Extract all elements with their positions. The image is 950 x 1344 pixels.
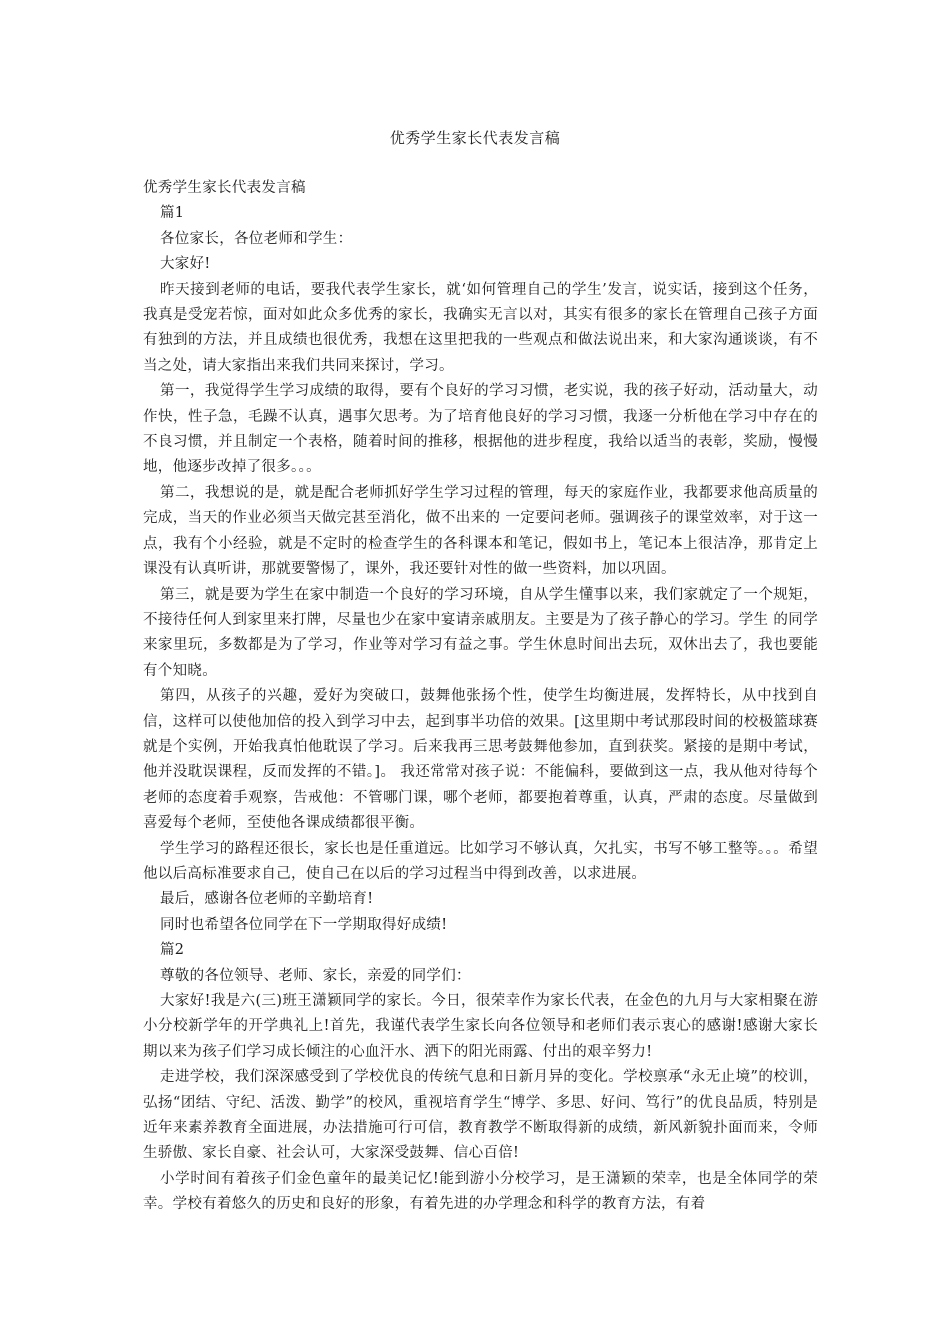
paragraph-second-point: 第二，我想说的是，就是配合老师抓好学生学习过程的管理，每天的家庭作业，我都要求他高质量的完成，当天的作业必须当天做完甚至消化，做不出来的 一定要问老师。强调孩子的课堂效率，对于这一点，我有个小经验，就是不定时的检查学生的各科课本和笔记，假如书上，笔记本上很洁净，那肯定上课没有认真听讲，那就要警惕了，课外，我还要针对性的做一些资料，加以巩固。 xyxy=(143,484,818,578)
salutation: 各位家长，各位老师和学生： xyxy=(160,230,353,247)
salutation-section-2: 尊敬的各位领导、老师、家长，亲爱的同学们： xyxy=(160,967,471,984)
greeting: 大家好! xyxy=(160,256,211,273)
document-subtitle: 优秀学生家长代表发言稿 xyxy=(143,180,306,196)
paragraph-intro: 昨天接到老师的电话，要我代表学生家长，就‘如何管理自己的学生’发言，说实话，接到这个任务，我真是受宠若惊，面对如此众多优秀的家长，我确实无言以对，其实有很多的家长在管理自己孩子方面有独到的方法，并且成绩也很优秀，我想在这里把我的一些观点和做法说出来，和大家沟通谈谈，有不当之处，请大家指出来我们共同来探讨，学习。 xyxy=(143,281,818,374)
paragraph-outlook: 学生学习的路程还很长，家长也是任重道远。比如学习不够认真，欠扎实，书写不够工整等。。。希望他以后高标准要求自己，使自己在以后的学习过程当中得到改善，以求进展。 xyxy=(143,840,818,882)
paragraph-fourth-point: 第四，从孩子的兴趣，爱好为突破口，鼓舞他张扬个性，使学生均衡进展，发挥特长，从中找到自信，这样可以使他加倍的投入到学习中去，起到事半功倍的效果。[这里期中考试那段时间的校极篮球赛就是个实例，开始我真怕他耽误了学习。后来我再三思考鼓舞他参加，直到获奖。紧接的是期中考试，他并没耽误课程，反而发挥的不错。]。 我还常常对孩子说：不能偏科，要做到这一点，我从他对待每个老师的态度着手观察，告戒他：不管哪门课，哪个老师，都要抱着尊重，认真，严肃的态度。尽量做到喜爱每个老师，至使他各课成绩都很平衡。 xyxy=(143,688,818,832)
document-body xyxy=(143,176,818,1218)
paragraph-third-point: 第三，就是要为学生在家中制造一个良好的学习环境，自从学生懂事以来，我们家就定了一个规矩，不接待任何人到家里来打牌，尽量也少在家中宴请亲戚朋友。主要是为了孩子静心的学习。学生 的同学来家里玩，多数都是为了学习，作业等对学习有益之事。学生休息时间出去玩，双休出去了，我也要能有个知晓。 xyxy=(143,586,818,679)
heading-section-2: 篇2 xyxy=(160,942,185,959)
page-title: 优秀学生家长代表发言稿 xyxy=(389,129,561,147)
paragraph-school-time: 小学时间有着孩子们金色童年的最美记忆!能到游小分校学习，是王潇颖的荣幸，也是全体同学的荣幸。学校有着悠久的历史和良好的形象，有着先进的办学理念和科学的教育方法，有着 xyxy=(143,1170,818,1213)
paragraph-wishes: 同时也希望各位同学在下一学期取得好成绩! xyxy=(160,916,448,933)
paragraph-greeting-section-2: 大家好!我是六(三)班王潇颖同学的家长。今日，很荣幸作为家长代表，在金色的九月与大家相聚在游小分校新学年的开学典礼上!首先，我谨代表学生家长向各位领导和老师们表示衷心的感谢!感谢大家长期以来为孩子们学习成长倾注的心血汗水、洒下的阳光雨露、付出的艰辛努力! xyxy=(143,993,818,1060)
heading-section-1: 篇1 xyxy=(160,205,185,222)
paragraph-school-changes: 走进学校，我们深深感受到了学校优良的传统气息和日新月异的变化。学校禀承“永无止境”的校训，弘扬“团结、守纪、活泼、勤学”的校风，重视培育学生“博学、多思、好问、笃行”的优良品质，特别是近年来素养教育全面进展，办法措施可行可信，教育教学不断取得新的成绩，新风新貌扑面而来，令师生骄傲、家长自豪、社会认可，大家深受鼓舞、信心百倍! xyxy=(143,1069,818,1162)
paragraph-first-point: 第一，我觉得学生学习成绩的取得，要有个良好的学习习惯，老实说，我的孩子好动，活动量大，动作快，性子急，毛躁不认真，遇事欠思考。为了培育他良好的学习习惯，我逐一分析他在学习中存在的不良习惯，并且制定一个表格，随着时间的推移，根据他的进步程度，我给以适当的表彰，奖励，慢慢地，他逐步改掉了很多。。。 xyxy=(143,383,818,476)
paragraph-thanks: 最后，感谢各位老师的辛勤培育! xyxy=(160,891,374,908)
